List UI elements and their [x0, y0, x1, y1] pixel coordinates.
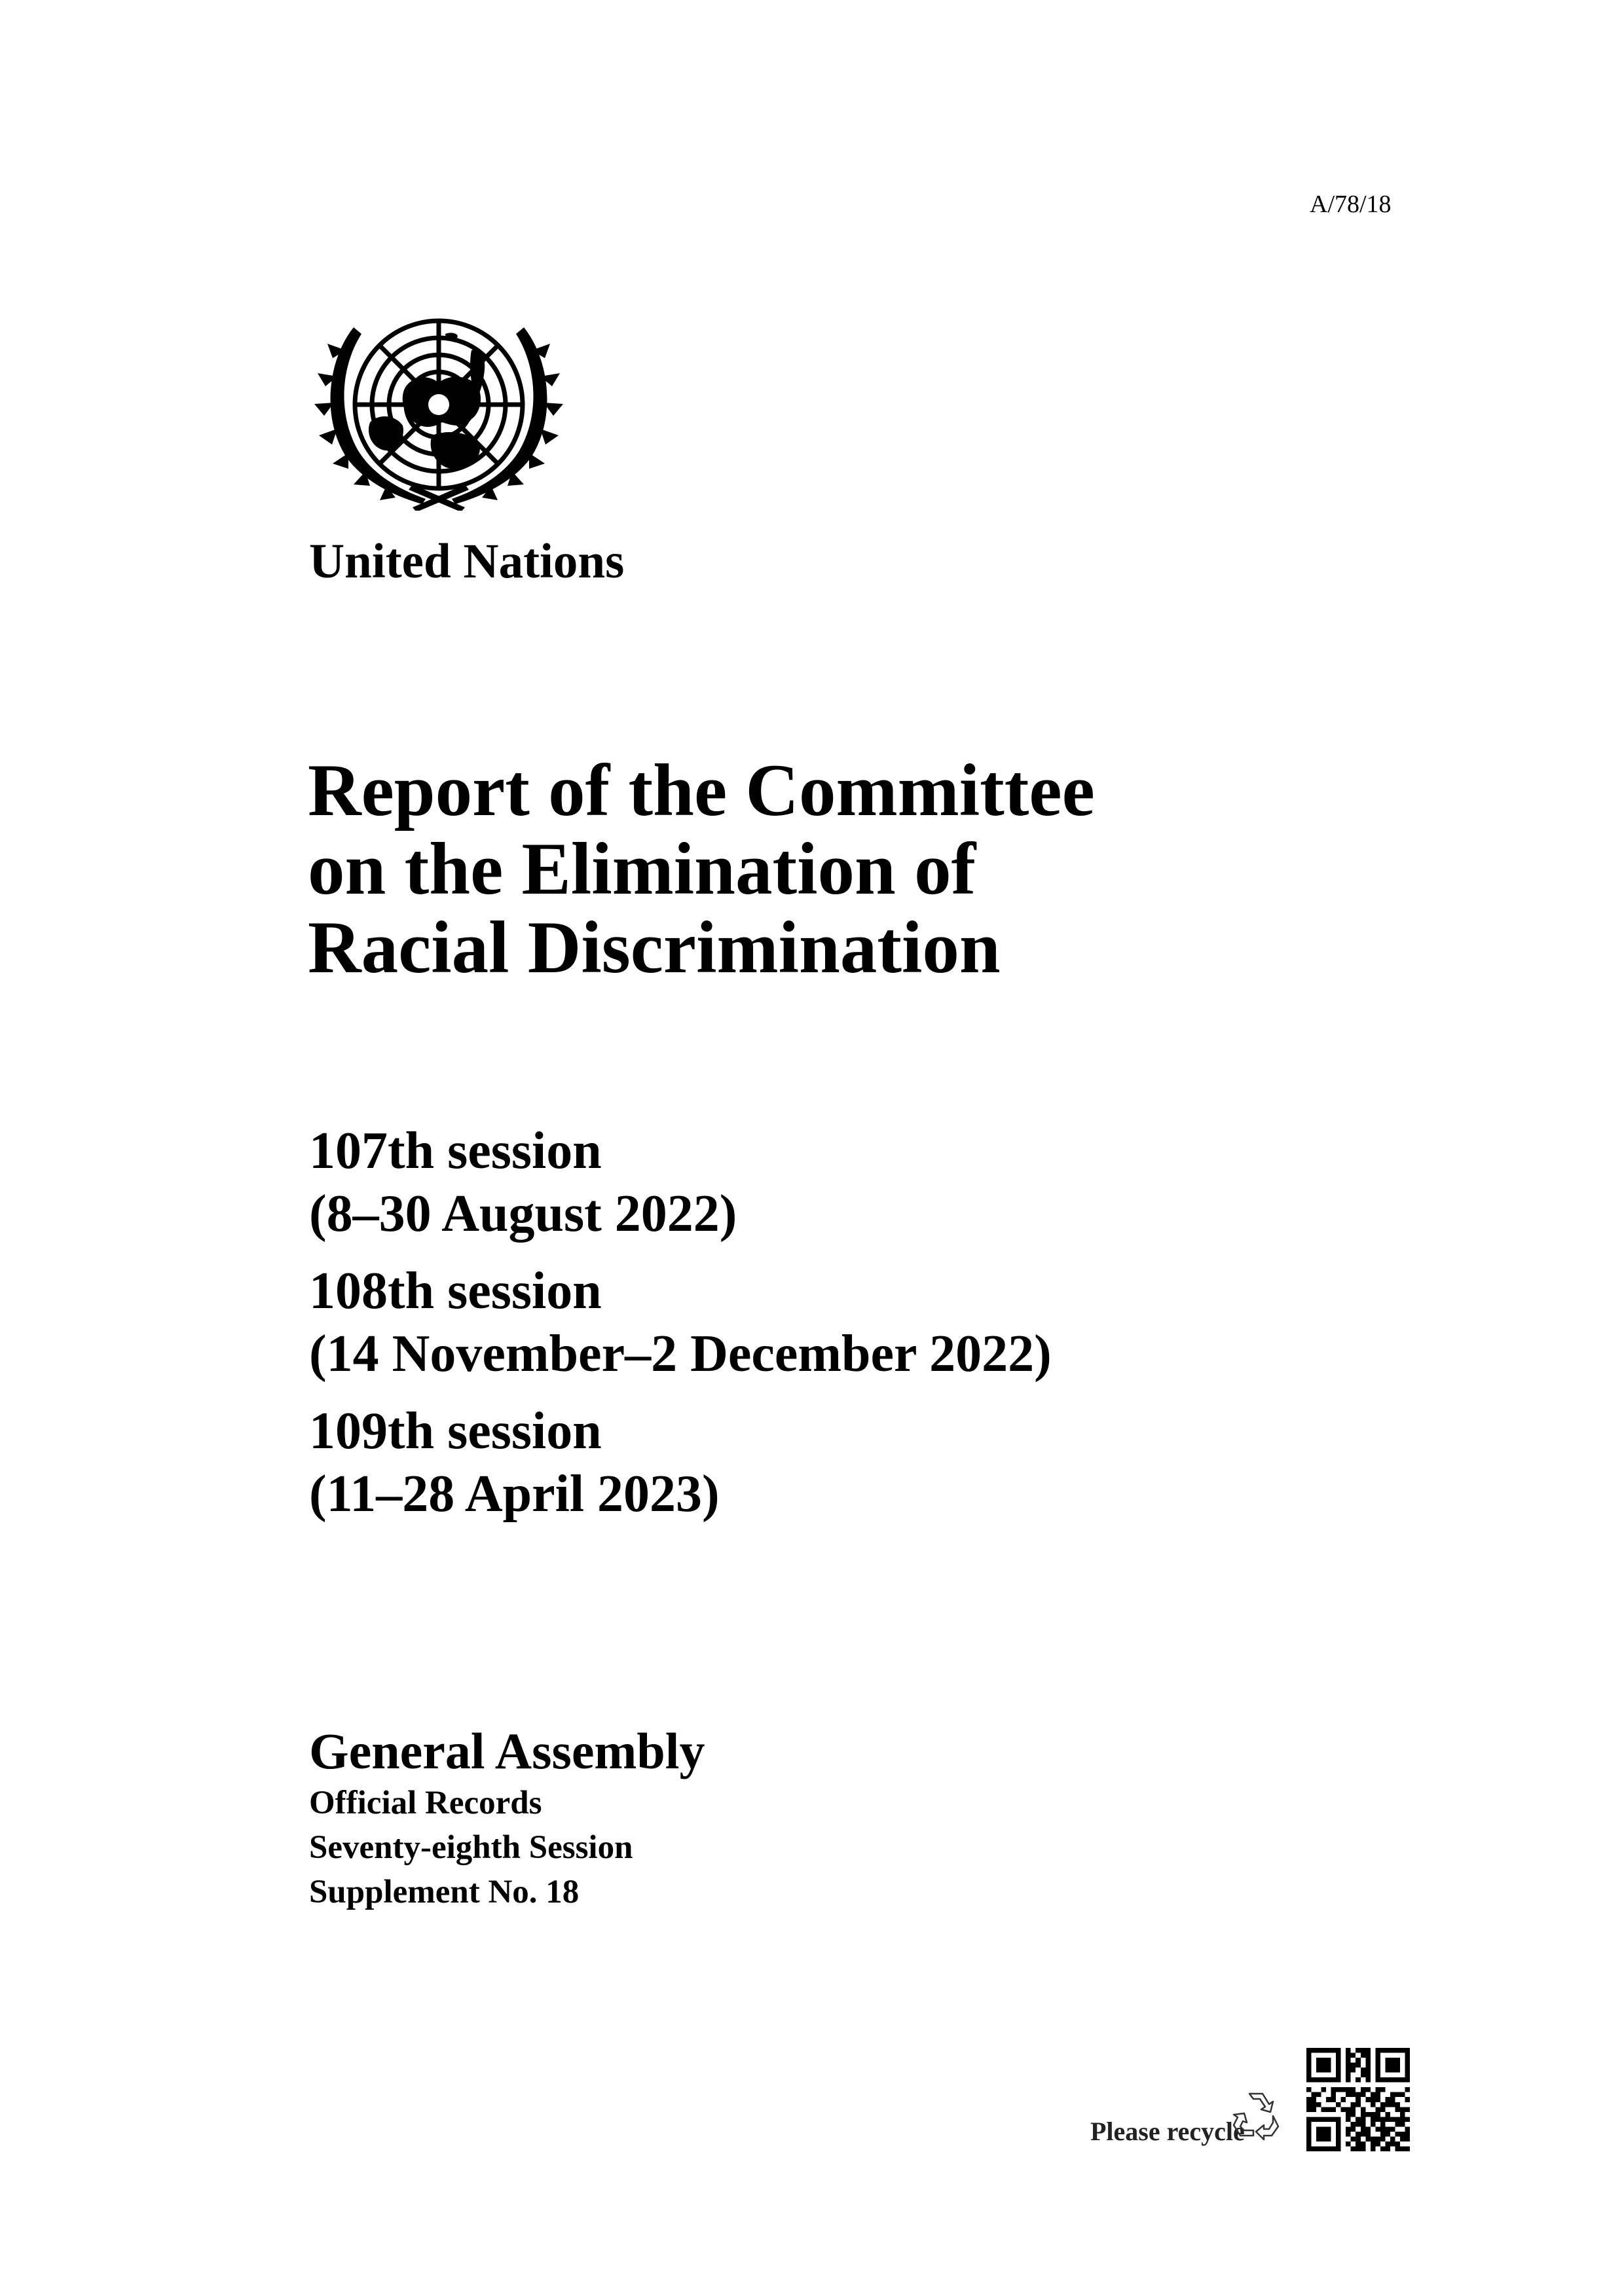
- recycle-icon: [1230, 2088, 1282, 2141]
- session-name: 109th session: [309, 1402, 602, 1460]
- session-108: [309, 1260, 1052, 1385]
- session-name: 108th session: [309, 1262, 602, 1320]
- general-assembly-title: General Assembly: [309, 1722, 705, 1779]
- session-dates: (11–28 April 2023): [309, 1465, 720, 1523]
- organization-name: United Nations: [309, 534, 625, 589]
- sessions-list: [309, 1120, 1052, 1540]
- session-dates: (14 November–2 December 2022): [309, 1325, 1052, 1383]
- title-line: on the Elimination of: [308, 828, 976, 910]
- title-line: Report of the Committee: [308, 750, 1095, 831]
- supplement-line: Supplement No. 18: [309, 1874, 580, 1910]
- document-symbol: A/78/18: [1310, 191, 1392, 218]
- title-line: Racial Discrimination: [308, 907, 1001, 989]
- session-109: [309, 1400, 1052, 1525]
- official-records-line: Official Records: [309, 1785, 542, 1821]
- session-107: [309, 1120, 1052, 1245]
- session-line: Seventy-eighth Session: [309, 1829, 633, 1866]
- session-name: 107th session: [309, 1122, 602, 1180]
- report-title: [308, 752, 1095, 987]
- un-emblem-icon: [308, 288, 570, 511]
- session-dates: (8–30 August 2022): [309, 1185, 737, 1243]
- please-recycle-text: Please recycle: [1090, 2117, 1245, 2146]
- qr-code-icon: [1306, 2048, 1410, 2151]
- general-assembly-block: [309, 1722, 705, 1914]
